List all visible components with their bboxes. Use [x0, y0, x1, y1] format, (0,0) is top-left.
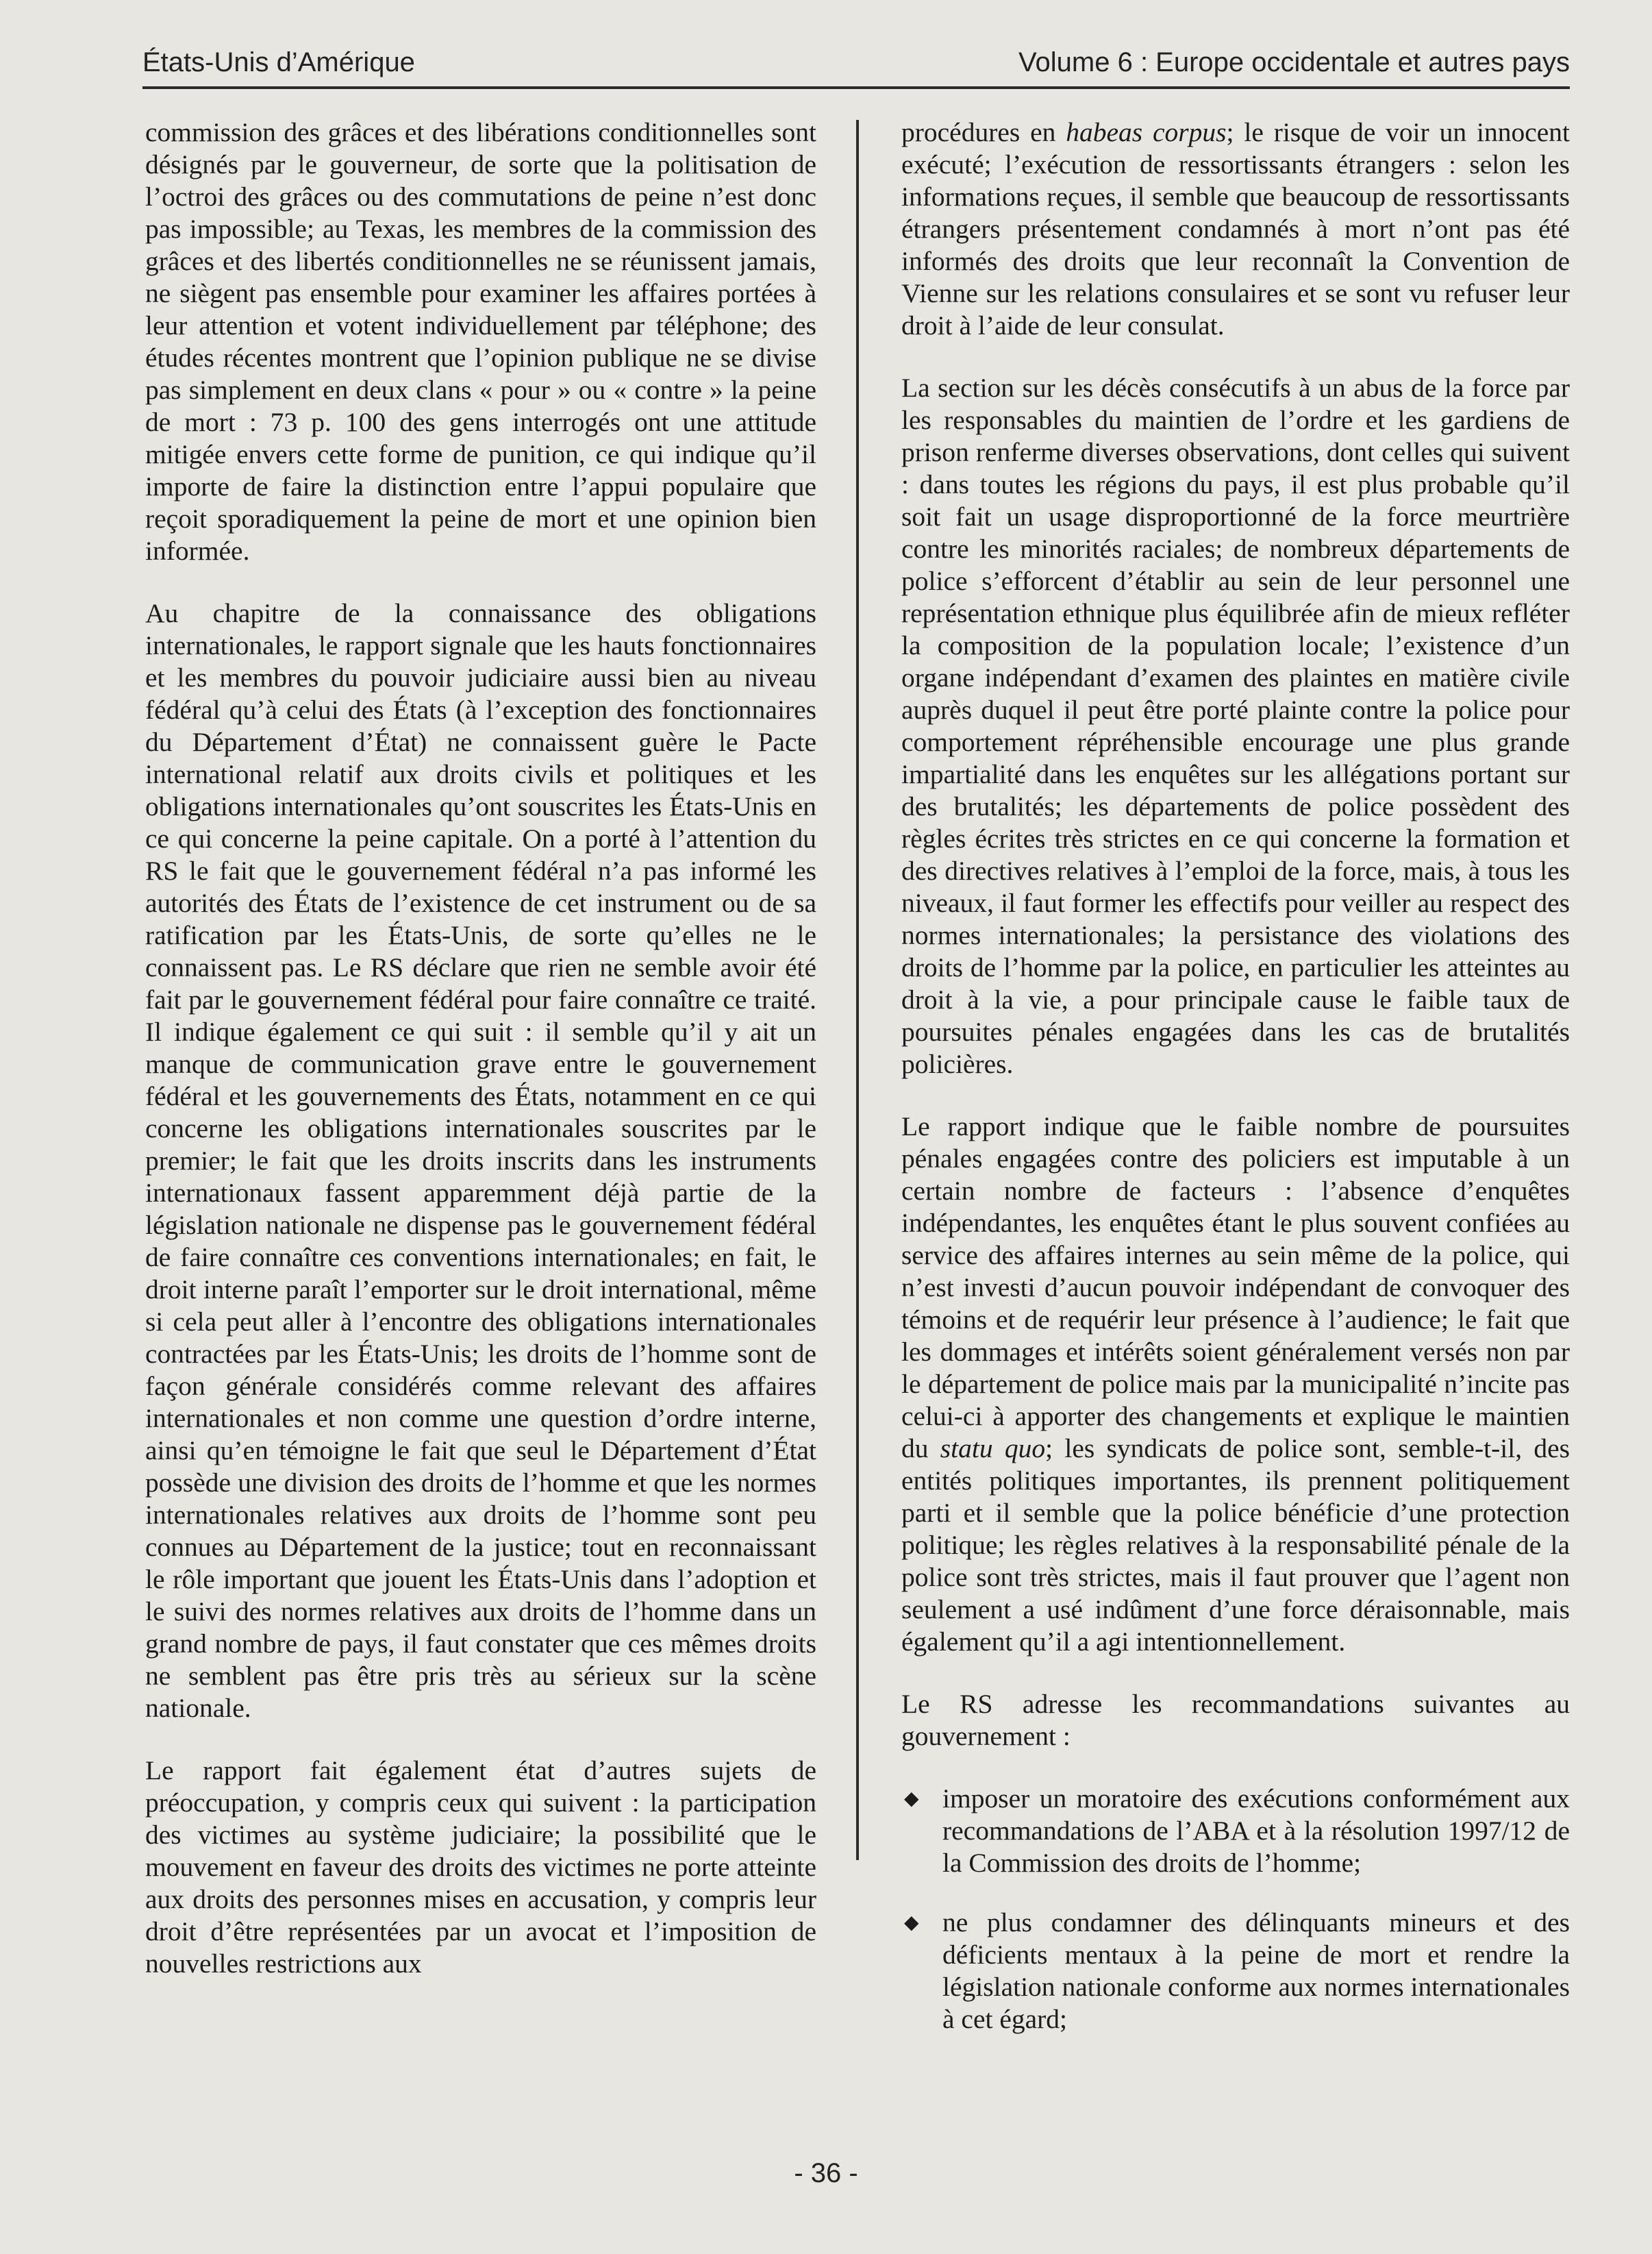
header-volume: Volume 6 : Europe occidentale et autres pays — [1018, 47, 1570, 77]
running-header — [142, 38, 1570, 89]
column-divider — [856, 120, 859, 1860]
text-segment: ; le risque de voir un innocent exécuté; l’exécution de ressortissants étrangers : selon les informations reçues, il semble que beaucoup de ressortissants étrangers présentement condamnés à mort n’ont pas été informés des droits que leur reconnaît la Convention de Vienne sur les relations consulaires et se sont vu refuser leur droit à l’aide de leur consulat. — [901, 117, 1570, 340]
text-segment: procédures en — [901, 117, 1066, 147]
paragraph-clemency: commission des grâces et des libérations conditionnelles sont désignés par le gouverneur, de sorte que la politisation de l’octroi des grâces ou des commutations de peine n’est donc pas impossible; au Texas, les membres de la commission des grâces et des libertés conditionnelles ne se réunissent jamais, ne siègent pas ensemble pour examiner les affaires portées à leur attention et votent individuellement par téléphone; des études récentes montrent que l’opinion publique ne se divise pas simplement en deux clans « pour » ou « contre » la peine de mort : 73 p. 100 des gens interrogés ont une attitude mitigée envers cette forme de punition, ce qui indique qu’il importe de faire la distinction entre l’appui populaire que reçoit sporadiquement la peine de mort et une opinion bien informée. — [145, 117, 816, 566]
paragraph-prosecutions — [901, 1111, 1570, 1658]
left-column — [145, 116, 816, 2010]
list-item-text: imposer un moratoire des exécutions conformément aux recommandations de l’ABA et à la résolution 1997/12 de la Commission des droits de l’homme; — [942, 1783, 1570, 1878]
italic-term: habeas corpus — [1066, 117, 1227, 147]
text-segment: ; les syndicats de police sont, semble-t-il, des entités politiques importantes, ils prennent politiquement parti et il semble que la police bénéficie d’une protection politique; les règles relatives à la responsabilité pénale de la police sont très strictes, mais il faut prouver que l’agent non seulement a usé indûment d’une force déraisonnable, mais également qu’il a agi intentionnellement. — [901, 1433, 1570, 1657]
header-country: États-Unis d’Amérique — [142, 47, 415, 77]
paragraph-recommendations-intro: Le RS adresse les recommandations suivantes au gouvernement : — [901, 1689, 1570, 1751]
diamond-bullet-icon: ◆ — [904, 1912, 919, 1933]
paragraph-use-of-force: La section sur les décès consécutifs à un abus de la force par les responsables du maintien de l’ordre et les gardiens de prison renferme diverses observations, dont celles qui suivent : dans toutes les régions du pays, il est plus probable qu’il soit fait un usage disproportionné de la force meurtrière contre les minorités raciales; de nombreux départements de police s’efforcent d’établir au sein de leur personnel une représentation ethnique plus équilibrée afin de mieux refléter la composition de la population locale; l’existence d’un organe indépendant d’examen des plaintes en matière civile auprès duquel il peut être porté plainte contre la police pour comportement répréhensible encourage une plus grande impartialité dans les enquêtes sur les allégations portant sur des brutalités; les départements de police possèdent des règles écrites très strictes en ce qui concerne la formation et des directives relatives à l’emploi de la force, mais, à tous les niveaux, il faut former les effectifs pour veiller au respect des normes internationales; la persistance des violations des droits de l’homme par la police, en particulier les atteintes au droit à la vie, a pour principale cause le faible taux de poursuites pénales engagées dans les cas de brutalités policières. — [901, 373, 1570, 1079]
right-column — [901, 116, 1570, 2063]
page-number: - 36 - — [794, 2158, 858, 2188]
list-item — [901, 1907, 1570, 2035]
recommendations-list — [901, 1783, 1570, 2035]
list-item-text: ne plus condamner des délinquants mineurs et des déficients mentaux à la peine de mort et rendre la législation nationale conforme aux normes internationales à cet égard; — [942, 1907, 1570, 2034]
text-segment: Le rapport indique que le faible nombre de poursuites pénales engagées contre des policiers est imputable à un certain nombre de facteurs : l’absence d’enquêtes indépendantes, les enquêtes étant le plus souvent confiées au service des affaires internes au sein même de la police, qui n’est investi d’aucun pouvoir indépendant de convoquer des témoins et de requérir leur présence à l’audience; le fait que les dommages et intérêts soient généralement versés non par le département de police mais par la municipalité n’incite pas celui-ci à apporter des changements et explique le maintien du — [901, 1111, 1570, 1463]
diamond-bullet-icon: ◆ — [904, 1788, 919, 1809]
paragraph-international-obligations: Au chapitre de la connaissance des obligations internationales, le rapport signale que les hauts fonctionnaires et les membres du pouvoir judiciaire aussi bien au niveau fédéral qu’à celui des États (à l’exception des fonctionnaires du Département d’État) ne connaissent guère le Pacte international relatif aux droits civils et politiques et les obligations internationales qu’ont souscrites les États-Unis en ce qui concerne la peine capitale. On a porté à l’attention du RS le fait que le gouvernement fédéral n’a pas informé les autorités des États de l’existence de cet instrument ou de sa ratification par les États-Unis, de sorte qu’elles ne le connaissent pas. Le RS déclare que rien ne semble avoir été fait par le gouvernement fédéral pour faire connaître ce traité. Il indique également ce qui suit : il semble qu’il y ait un manque de communication grave entre le gouvernement fédéral et les gouvernements des États, notamment en ce qui concerne les obligations internationales souscrites par le premier; le fait que les droits inscrits dans les instruments internationaux fassent apparemment déjà partie de la législation nationale ne dispense pas le gouvernement fédéral de faire connaître ces conventions internationales; en fait, le droit interne paraît l’emporter sur le droit international, même si cela peut aller à l’encontre des obligations internationales contractées par les États-Unis; les droits de l’homme sont de façon générale considérés comme relevant des affaires internationales et non comme une question d’ordre interne, ainsi qu’en témoigne le fait que seul le Département d’État possède une division des droits de l’homme et que les normes internationales relatives aux droits de l’homme sont peu connues au Département de la justice; tout en reconnaissant le rôle important que jouent les États-Unis dans l’adoption et le suivi des normes relatives aux droits de l’homme dans un grand nombre de pays, il faut constater que ces mêmes droits ne semblent pas être pris très au sérieux sur la scène nationale. — [145, 598, 816, 1723]
paragraph-other-concerns: Le rapport fait également état d’autres sujets de préoccupation, y compris ceux qui suivent : la participation des victimes au système judiciaire; la possibilité que le mouvement en faveur des droits des victimes ne porte atteinte aux droits des personnes mises en accusation, y compris leur droit d’être représentées par un avocat et l’imposition de nouvelles restrictions aux — [145, 1755, 816, 1979]
italic-term: statu quo — [940, 1433, 1046, 1463]
paragraph-habeas-corpus — [901, 116, 1570, 342]
list-item — [901, 1783, 1570, 1879]
